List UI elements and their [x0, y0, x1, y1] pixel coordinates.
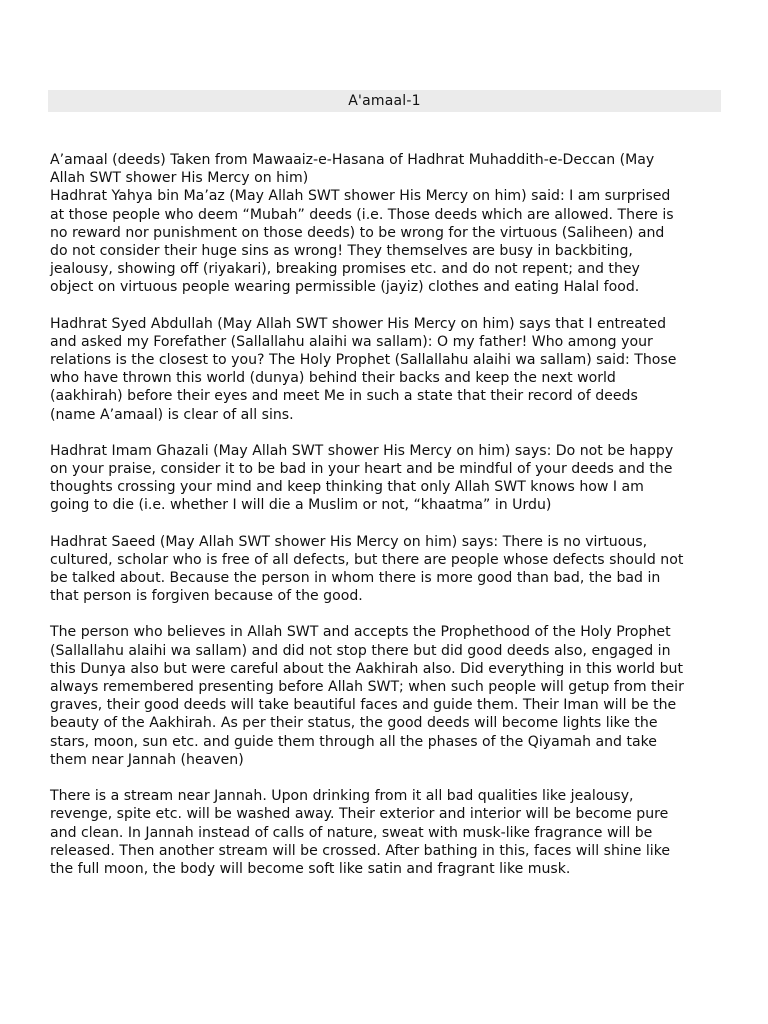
text-line: no reward nor punishment on those deeds) to be wrong for the virtuous (Saliheen) and — [50, 224, 665, 241]
paragraph — [50, 787, 718, 878]
text-line: jealousy, showing off (riyakari), breaking promises etc. and do not repent; and they — [50, 261, 640, 278]
document-body — [50, 151, 718, 896]
paragraph — [50, 623, 718, 769]
document-title: A'amaal-1 — [348, 93, 421, 109]
title-bar — [48, 90, 721, 112]
text-line: Hadhrat Syed Abdullah (May Allah SWT shower His Mercy on him) says that I entreated — [50, 315, 667, 332]
text-line: (Sallallahu alaihi wa sallam) and did not stop there but did good deeds also, engaged in — [50, 642, 671, 659]
text-line: do not consider their huge sins as wrong! They themselves are busy in backbiting, — [50, 243, 633, 260]
paragraph — [50, 442, 718, 515]
text-line: this Dunya also but were careful about the Aakhirah also. Did everything in this world but — [50, 660, 683, 677]
text-line: (aakhirah) before their eyes and meet Me in such a state that their record of deeds — [50, 388, 638, 405]
text-line: and asked my Forefather (Sallallahu alaihi wa sallam): O my father! Who among your — [50, 333, 653, 350]
text-line: and clean. In Jannah instead of calls of nature, sweat with musk-like fragrance will be — [50, 824, 653, 841]
text-line: always remembered presenting before Allah SWT; when such people will getup from their — [50, 679, 684, 696]
text-line: who have thrown this world (dunya) behind their backs and keep the next world — [50, 370, 616, 387]
text-line: revenge, spite etc. will be washed away. Their exterior and interior will be become pure — [50, 806, 669, 823]
text-line: Hadhrat Imam Ghazali (May Allah SWT shower His Mercy on him) says: Do not be happy — [50, 442, 674, 459]
text-line: There is a stream near Jannah. Upon drinking from it all bad qualities like jealousy, — [50, 788, 634, 805]
text-line: object on virtuous people wearing permissible (jayiz) clothes and eating Halal food. — [50, 279, 640, 296]
text-line: at those people who deem “Mubah” deeds (i.e. Those deeds which are allowed. There is — [50, 206, 674, 223]
text-line: the full moon, the body will become soft like satin and fragrant like musk. — [50, 860, 571, 877]
text-line: that person is forgiven because of the good. — [50, 588, 363, 605]
text-line: them near Jannah (heaven) — [50, 751, 244, 768]
paragraph — [50, 151, 718, 297]
text-line: A’amaal (deeds) Taken from Mawaaiz-e-Hasana of Hadhrat Muhaddith-e-Deccan (May — [50, 152, 655, 168]
text-line: be talked about. Because the person in whom there is more good than bad, the bad in — [50, 570, 661, 587]
text-line: going to die (i.e. whether I will die a Muslim or not, “khaatma” in Urdu) — [50, 497, 552, 514]
text-line: released. Then another stream will be crossed. After bathing in this, faces will shine like — [50, 842, 671, 859]
text-line: Hadhrat Saeed (May Allah SWT shower His Mercy on him) says: There is no virtuous, — [50, 533, 648, 550]
text-line: relations is the closest to you? The Holy Prophet (Sallallahu alaihi wa sallam) said: Those — [50, 352, 677, 369]
text-line: Hadhrat Yahya bin Ma’az (May Allah SWT shower His Mercy on him) said: I am surprised — [50, 188, 671, 205]
text-line: thoughts crossing your mind and keep thinking that only Allah SWT knows how I am — [50, 479, 644, 496]
text-line: beauty of the Aakhirah. As per their status, the good deeds will become lights like the — [50, 715, 658, 732]
text-line: stars, moon, sun etc. and guide them through all the phases of the Qiyamah and take — [50, 733, 657, 750]
text-line: cultured, scholar who is free of all defects, but there are people whose defects should not — [50, 551, 684, 568]
text-line: (name A’amaal) is clear of all sins. — [50, 406, 294, 423]
text-line: Allah SWT shower His Mercy on him) — [50, 170, 309, 187]
text-line: on your praise, consider it to be bad in your heart and be mindful of your deeds and the — [50, 461, 673, 478]
paragraph — [50, 315, 718, 424]
text-line: The person who believes in Allah SWT and accepts the Prophethood of the Holy Prophet — [50, 624, 671, 641]
text-line: graves, their good deeds will take beautiful faces and guide them. Their Iman will be the — [50, 697, 677, 714]
paragraph — [50, 533, 718, 606]
